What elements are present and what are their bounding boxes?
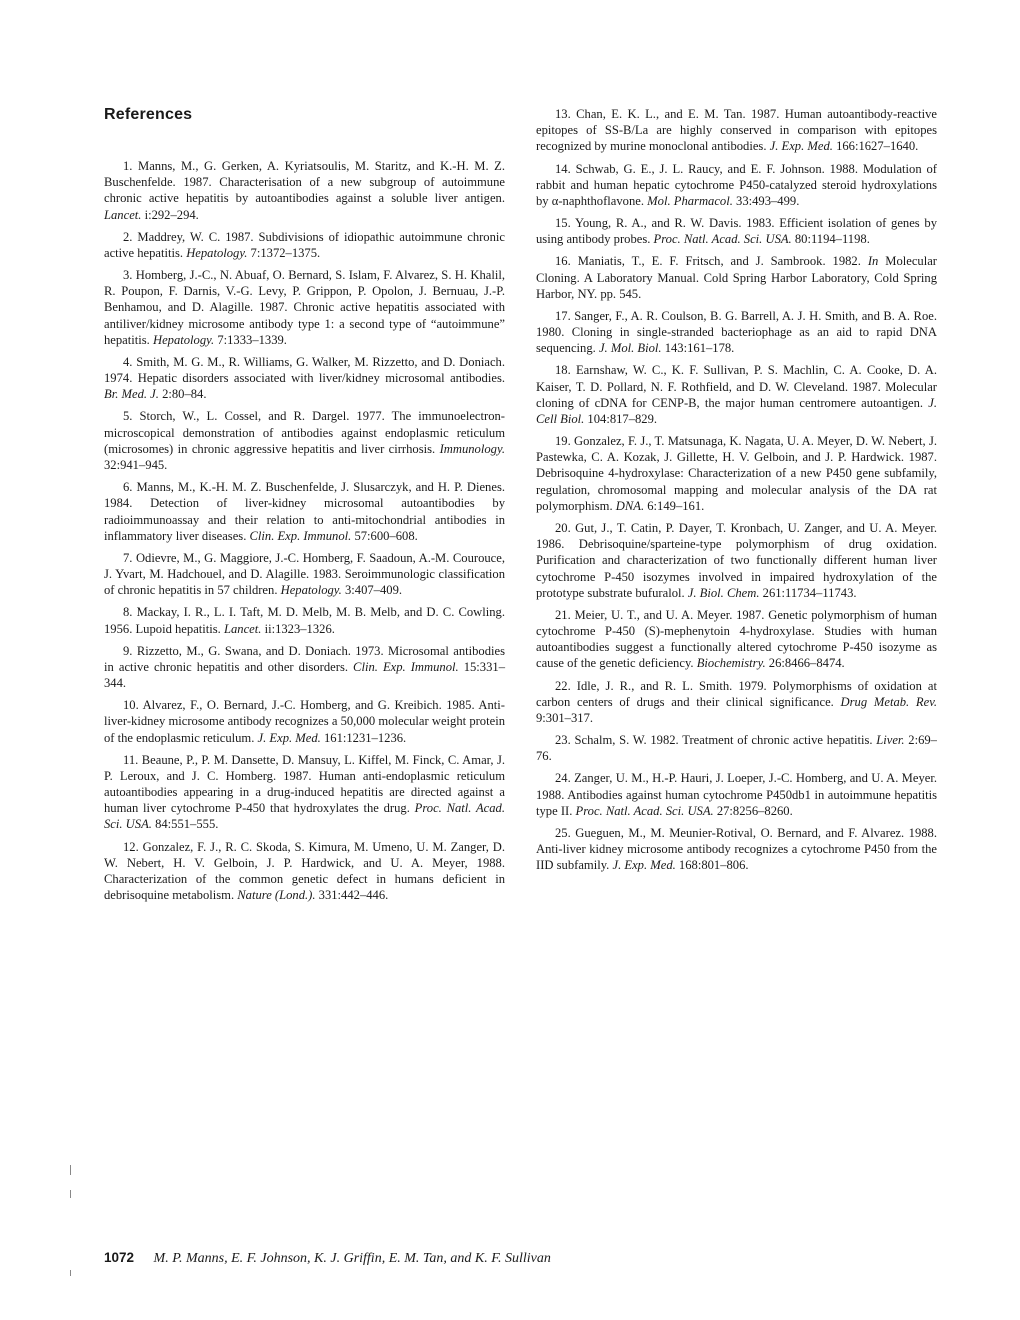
reference-journal: Br. Med. J. [104,387,159,402]
reference-journal: J. Exp. Med. [769,139,833,154]
reference-number: 15. [555,216,571,230]
reference-number: 21. [555,607,571,622]
reference-number: 22. [555,678,571,693]
reference-volume-pages: 331:442–446. [315,888,389,903]
reference-number: 14. [555,161,571,176]
reference-journal: Hepatology. [186,245,248,260]
reference-citation: Meier, U. T., and U. A. Meyer. 1987. Genetic polymorphism of human cytochrome P-450 (S)-mephenytoin 4-hydroxylase. Studies with human autoantibodies suggest a functionally altered cytochrome P-450 isozyme as cause of the genetic deficiency. [536,607,937,671]
reference-citation: Gueguen, M., M. Meunier-Rotival, O. Bernard, and F. Alvarez. 1988. Anti-liver kidney microsome antibody recognizes a cytochrome P450 from the IID subfamily. [536,825,938,873]
reference-volume-pages: 26:8466–8474. [765,656,845,671]
reference-number: 24. [555,771,571,786]
reference-citation: Homberg, J.-C., N. Abuaf, O. Bernard, S. Islam, F. Alvarez, S. H. Khalil, R. Poupon, F. Darnis, V.-G. Levy, P. Grippon, P. Opolon, J. Bernuau, J.-P. Benhamou, and D. Alagille. 1987. Chronic active hepatitis associated with antiliver/kidney microsome antibody type 1: a second type of “autoimmune” hepatitis. [104,268,505,347]
reference-volume-pages: 143:161–178. [661,341,735,356]
reference-citation: Schalm, S. W. 1982. Treatment of chronic active hepatitis. [574,733,877,748]
reference-entry [104,550,505,599]
reference-journal: Proc. Natl. Acad. Sci. USA. [575,803,714,818]
reference-citation: Zanger, U. M., H.-P. Hauri, J. Loeper, J.-C. Homberg, and U. A. Meyer. 1988. Antibodies against human cytochrome P450db1 in autoimmune hepatitis type II. [536,771,937,818]
reference-volume-pages: 32:941–945. [104,458,168,473]
reference-citation: Beaune, P., P. M. Dansette, D. Mansuy, L. Kiffel, M. Finck, C. Amar, J. P. Leroux, and J. C. Homberg. 1987. Human anti-endoplasmic reticulum autoantibodies appearing in a drug-induced hepatitis are directed against a human liver cytochrome P-450 that hydroxylates the drug. [104,752,505,816]
margin-mark [70,1165,71,1175]
reference-journal: Liver. [876,733,905,748]
reference-volume-pages: 9:301–317. [536,710,594,725]
reference-citation: Odievre, M., G. Maggiore, J.-C. Homberg, F. Saadoun, A.-M. Courouce, J. Yvart, M. Hadchouel, and D. Alagille. 1983. Seroimmunologic classification of chronic hepatitis in 57 children. [104,550,505,598]
reference-journal: Clin. Exp. Immunol. [249,528,352,543]
reference-citation: Chan, E. K. L., and E. M. Tan. 1987. Human autoantibody-reactive epitopes of SS-B/La are highly conserved in comparison with epitopes recognized by murine monoclonal antibodies. [536,107,937,154]
reference-journal: Hepatology. [152,332,215,347]
reference-number: 12. [123,839,139,854]
reference-entry [536,520,937,601]
reference-volume-pages: 27:8256–8260. [713,803,793,818]
reference-entry [536,433,937,514]
page-number: 1072 [104,1250,135,1265]
reference-citation: Gonzalez, F. J., R. C. Skoda, S. Kimura, M. Umeno, U. M. Zanger, D. W. Nebert, H. V. Gelboin, J. P. Hardwick, and U. A. Meyer, 1988. Characterization of the common genetic defect in humans deficient in debrisoquine metabolism. [104,839,505,903]
reference-journal: J. Cell Biol. [536,395,937,426]
reference-number: 16. [555,254,571,269]
reference-citation: Smith, M. G. M., R. Williams, G. Walker, M. Rizzetto, and D. Doniach. 1974. Hepatic disorders associated with liver/kidney microsomal antibodies. [104,354,505,386]
reference-number: 1. [123,159,133,173]
reference-entry [536,253,937,302]
reference-volume-pages: 2:69–76. [536,733,937,764]
reference-entry [104,267,505,348]
reference-entry [536,362,937,427]
reference-citation: Alvarez, F., O. Bernard, J.-C. Homberg, and G. Kreibich. 1985. Anti-liver-kidney microsome antibody recognizes a 50,000 molecular weight protein of the endoplasmic reticulum. [104,698,505,745]
reference-entry [536,732,937,764]
reference-number: 9. [123,643,133,658]
reference-entry [104,643,505,692]
reference-entry [104,697,505,746]
reference-citation: Rizzetto, M., G. Swana, and D. Doniach. 1973. Microsomal antibodies in active chronic hepatitis and other disorders. [104,643,506,674]
reference-volume-pages: 6:149–161. [644,498,705,513]
reference-number: 11. [123,752,139,767]
reference-volume-pages: Molecular Cloning. A Laboratory Manual. Cold Spring Harbor Laboratory, Cold Spring Harbor, NY. pp. 545. [536,254,938,301]
references-heading: References [104,106,193,123]
reference-volume-pages: 7:1372–1375. [247,245,321,260]
reference-citation: Manns, M., G. Gerken, A. Kyriatsoulis, M. Staritz, and K.-H. M. Z. Buschenfelde. 1987. Characterisation of a new subgroup of autoimmune chronic active hepatitis by autoantibodies against a soluble liver antigen. [104,159,505,206]
reference-number: 23. [555,733,571,748]
reference-journal: J. Exp. Med. [612,858,676,873]
reference-citation: Manns, M., K.-H. M. Z. Buschenfelde, J. Slusarczyk, and H. P. Dienes. 1984. Detection of liver-kidney microsomal autoantibodies by radioimmunoassay and their relation to anti-mitochondrial antibodies in inflammatory liver diseases. [104,480,505,543]
reference-journal: Drug Metab. Rev. [840,694,937,709]
reference-citation: Schwab, G. E., J. L. Raucy, and E. F. Johnson. 1988. Modulation of rabbit and human hepatic cytochrome P450-catalyzed steroid hydroxylations by α-naphthoflavone. [536,161,937,208]
reference-number: 3. [123,268,133,282]
reference-entry [104,604,505,636]
reference-citation: Maniatis, T., E. F. Fritsch, and J. Sambrook. 1982. [577,254,868,269]
reference-journal: Lancet. [223,621,262,636]
reference-volume-pages: 3:407–409. [341,583,403,598]
reference-journal: DNA. [615,498,645,513]
running-footer-authors: M. P. Manns, E. F. Johnson, K. J. Griffin, E. M. Tan, and K. F. Sullivan [153,1251,551,1266]
reference-entry [536,215,937,247]
reference-number: 6. [123,480,133,495]
reference-entry [536,161,937,210]
reference-number: 5. [123,409,133,424]
reference-entry [104,479,505,544]
reference-entry [104,408,505,473]
reference-volume-pages: 166:1627–1640. [832,139,919,154]
reference-number: 25. [555,825,571,840]
reference-journal: Lancet. [104,207,142,222]
reference-citation: Gonzalez, F. J., T. Matsunaga, K. Nagata, U. A. Meyer, D. W. Nebert, J. Pastewka, C. A. Kozak, J. Gillette, H. V. Gelboin, and J. P. Hardwick. 1987. Debrisoquine 4-hydroxylase: Characterization of a new P450 gene subfamily, regulation, chromosomal mapping and molecular analysis of the DA rat polymorphism. [536,434,937,513]
reference-journal: Mol. Pharmacol. [647,193,733,208]
reference-volume-pages: 2:80–84. [158,387,207,402]
reference-number: 7. [123,550,133,565]
reference-number: 2. [123,229,133,244]
reference-entry [104,839,505,904]
reference-journal: Proc. Natl. Acad. Sci. USA. [104,801,505,832]
reference-journal: In [867,254,879,269]
reference-citation: Earnshaw, W. C., K. F. Sullivan, P. S. Machlin, C. A. Cooke, D. A. Kaiser, T. D. Pollard, N. F. Rothfield, and D. W. Cleveland. 1987. Molecular cloning of cDNA for CENP-B, the major human centromere autoantigen. [536,363,937,410]
reference-number: 19. [555,434,571,448]
reference-volume-pages: 261:11734–11743. [759,585,857,600]
reference-entry [104,158,505,223]
reference-entry [104,229,505,261]
reference-entry [536,607,937,672]
reference-volume-pages: i:292–294. [141,207,199,222]
reference-volume-pages: 104:817–829. [584,411,658,426]
reference-number: 4. [123,354,133,369]
reference-citation: Sanger, F., A. R. Coulson, B. G. Barrell, A. J. H. Smith, and B. A. Roe. 1980. Cloning in single-stranded bacteriophage as an aid to rapid DNA sequencing. [536,308,937,356]
reference-journal: J. Exp. Med. [257,730,321,745]
reference-volume-pages: ii:1323–1326. [261,621,335,636]
reference-entry [104,354,505,403]
reference-journal: Clin. Exp. Immunol. [353,659,459,674]
reference-journal: J. Mol. Biol. [598,341,662,356]
reference-entry [536,770,937,819]
reference-entry [536,308,937,357]
running-footer [104,1250,551,1267]
reference-number: 17. [555,308,571,323]
reference-citation: Storch, W., L. Cossel, and R. Dargel. 1977. The immunoelectron-microscopical demonstration of antibodies against endoplasmic reticulum (microsomes) in chronic aggressive hepatitis and liver cirrhosis. [104,409,506,456]
reference-volume-pages: 15:331–344. [104,659,505,691]
reference-entry [536,678,937,727]
references-column-left [104,158,505,909]
reference-number: 10. [123,698,139,713]
reference-journal: Proc. Natl. Acad. Sci. USA. [653,232,792,247]
reference-volume-pages: 161:1231–1236. [320,730,407,745]
reference-journal: Hepatology. [280,583,342,598]
reference-citation: Maddrey, W. C. 1987. Subdivisions of idiopathic autoimmune chronic active hepatitis. [104,229,505,260]
margin-mark [70,1190,71,1198]
reference-entry [104,752,505,833]
reference-journal: Biochemistry. [696,656,766,671]
reference-citation: Gut, J., T. Catin, P. Dayer, T. Kronbach, U. Zanger, and U. A. Meyer. 1986. Debrisoquine/sparteine-type polymorphism of drug oxidation. Purification and characterization of two functionally different human liver cytochrome P-450 isozymes involved in impaired hydroxylation of the prototype substrate bufuralol. [536,520,937,600]
reference-entry [536,106,937,155]
reference-volume-pages: 7:1333–1339. [214,332,287,347]
margin-mark [70,1270,71,1276]
reference-entry [536,825,937,874]
reference-citation: Young, R. A., and R. W. Davis. 1983. Efficient isolation of genes by using antibody probes. [536,216,937,247]
reference-volume-pages: 84:551–555. [151,817,219,832]
reference-number: 13. [555,107,571,121]
reference-volume-pages: 168:801–806. [675,858,749,873]
references-column-right [536,106,937,879]
reference-volume-pages: 80:1194–1198. [791,232,870,247]
reference-number: 8. [123,605,133,620]
reference-journal: Nature (Lond.). [237,888,316,903]
reference-volume-pages: 33:493–499. [732,193,800,208]
reference-volume-pages: 57:600–608. [351,528,418,543]
reference-journal: Immunology. [439,441,505,456]
reference-citation: Idle, J. R., and R. L. Smith. 1979. Polymorphisms of oxidation at carbon centers of drugs and their clinical significance. [536,678,938,709]
reference-journal: J. Biol. Chem. [687,585,760,600]
reference-number: 18. [555,363,571,378]
reference-number: 20. [555,520,571,535]
reference-citation: Mackay, I. R., L. I. Taft, M. D. Melb, M. B. Melb, and D. C. Cowling. 1956. Lupoid hepatitis. [104,605,505,636]
